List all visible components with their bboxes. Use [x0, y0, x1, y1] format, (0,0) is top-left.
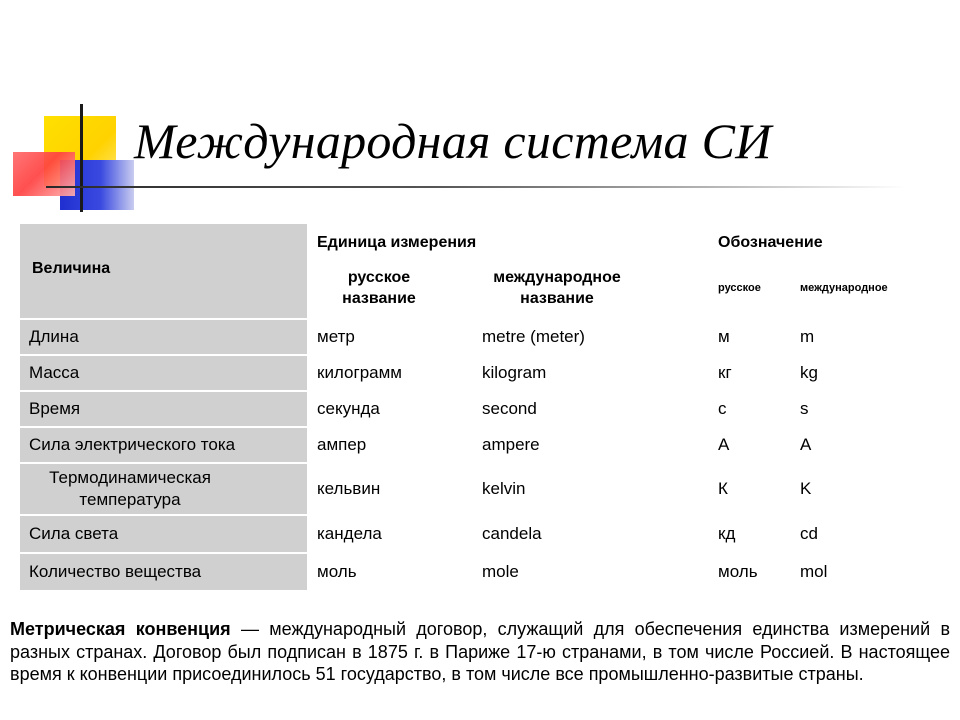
note-paragraph [10, 618, 950, 686]
quantity-cell: Сила света [29, 524, 119, 543]
red-square [13, 152, 75, 196]
quantity-cell: Время [29, 399, 81, 418]
symbol-int-cell: m [800, 327, 815, 346]
header-symbol-group: Обозначение [718, 234, 823, 251]
symbol-int-cell: s [800, 399, 809, 418]
table-row [20, 516, 920, 552]
row-separator [20, 390, 307, 392]
title-underline [46, 186, 906, 188]
symbol-ru-cell: кд [718, 524, 736, 543]
unit-int-cell: metre (meter) [482, 327, 585, 346]
note-text: — международный договор, служащий для обеспечения единства измерений в разных странах. Договор был подписан в 1875 г. в Париже 17-ю странами, в том числе Россией. В настоящее время к конвенции присоединилось 51 государство, в том числе все промышленно-развитые страны. [10, 619, 951, 684]
unit-ru-cell: килограмм [317, 363, 402, 382]
unit-int-cell: kilogram [482, 363, 547, 382]
table-row [20, 464, 920, 514]
quantity-cell: Термодинамическая температура [49, 468, 211, 509]
page-title: Международная система СИ [134, 113, 772, 169]
header-symbol-int: международное [800, 282, 888, 294]
unit-ru-cell: ампер [317, 435, 367, 454]
symbol-ru-cell: моль [718, 562, 758, 581]
table-row [20, 554, 920, 590]
unit-int-cell: mole [482, 562, 519, 581]
table-row [20, 356, 920, 390]
header-unit-group: Единица измерения [317, 234, 477, 251]
table-row [20, 428, 920, 462]
symbol-ru-cell: кг [718, 363, 732, 382]
symbol-int-cell: K [800, 479, 812, 498]
table-row [20, 320, 920, 354]
unit-ru-cell: кандела [317, 524, 382, 543]
row-separator [20, 552, 307, 554]
quantity-cell: Количество вещества [29, 562, 202, 581]
symbol-int-cell: mol [800, 562, 828, 581]
quantity-cell: Масса [29, 363, 80, 382]
vertical-rule [80, 104, 83, 212]
symbol-ru-cell: м [718, 327, 730, 346]
table-row [20, 392, 920, 426]
header-unit-int: международное название [493, 269, 621, 307]
quantity-cell: Длина [29, 327, 79, 346]
unit-int-cell: candela [482, 524, 542, 543]
header-symbol-ru: русское [718, 282, 761, 294]
unit-ru-cell: метр [317, 327, 355, 346]
row-separator [20, 318, 307, 320]
unit-int-cell: kelvin [482, 479, 526, 498]
unit-int-cell: second [482, 399, 537, 418]
header-unit-ru: русское название [342, 269, 416, 307]
symbol-ru-cell: А [718, 435, 730, 454]
symbol-ru-cell: с [718, 399, 727, 418]
symbol-int-cell: cd [800, 524, 818, 543]
row-separator [20, 462, 307, 464]
symbol-int-cell: A [800, 435, 812, 454]
row-separator [20, 514, 307, 516]
row-separator [20, 354, 307, 356]
unit-int-cell: ampere [482, 435, 540, 454]
quantity-cell: Сила электрического тока [29, 435, 236, 454]
unit-ru-cell: секунда [317, 399, 380, 418]
unit-ru-cell: кельвин [317, 479, 381, 498]
note-term: Метрическая конвенция [10, 619, 231, 639]
unit-ru-cell: моль [317, 562, 357, 581]
header-quantity: Величина [32, 260, 111, 277]
symbol-int-cell: kg [800, 363, 818, 382]
row-separator [20, 426, 307, 428]
header-left-cell [20, 224, 307, 318]
symbol-ru-cell: К [718, 479, 728, 498]
